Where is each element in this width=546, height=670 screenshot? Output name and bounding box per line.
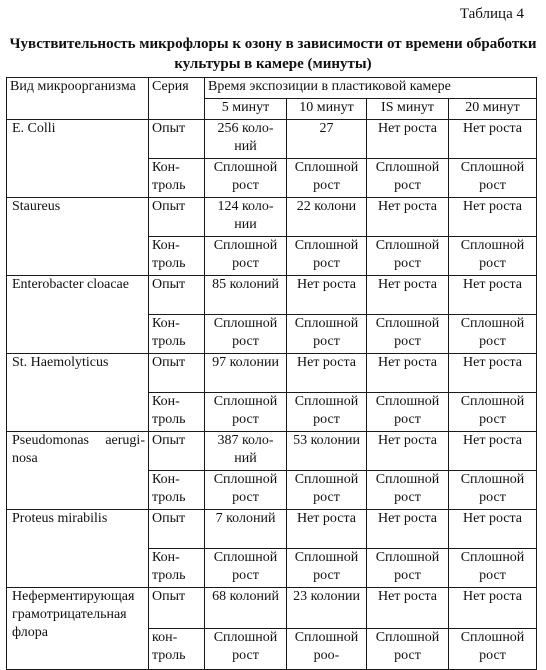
organism-name: E. Colli — [7, 120, 149, 198]
result-cell: 68 колоний — [205, 588, 287, 629]
result-cell: Сплошной рост — [205, 237, 287, 276]
header-time: 5 минут — [205, 99, 287, 120]
result-cell: Сплошной рост — [449, 393, 537, 432]
header-time: 10 минут — [287, 99, 367, 120]
table-caption: Чувствительность микрофлоры к озону в зависимости от времени обработки культуры в камере (минуты) — [9, 36, 537, 72]
result-cell: Нет роста — [287, 276, 367, 315]
result-cell: Сплошной рост — [367, 549, 449, 588]
series-label: Кон-троль — [149, 237, 205, 276]
result-cell: 7 колоний — [205, 510, 287, 549]
result-cell: Сплошной рост — [449, 471, 537, 510]
result-cell: Нет роста — [449, 510, 537, 549]
result-cell: Сплошной рост — [287, 237, 367, 276]
table-row — [7, 276, 537, 315]
organism-name: Enterobacter cloacae — [7, 276, 149, 354]
result-cell: 124 коло-нии — [205, 198, 287, 237]
result-cell: Нет роста — [449, 120, 537, 159]
series-label: Кон-троль — [149, 393, 205, 432]
series-label: Опыт — [149, 276, 205, 315]
result-cell: 27 — [287, 120, 367, 159]
result-cell: Сплошной рост — [287, 471, 367, 510]
result-cell: 22 колони — [287, 198, 367, 237]
result-cell: Сплошной рост — [287, 315, 367, 354]
result-cell: Сплошной рост — [367, 629, 449, 670]
series-label: Опыт — [149, 510, 205, 549]
organism-name: St. Haemolyticus — [7, 354, 149, 432]
result-cell: Сплошной рост — [205, 315, 287, 354]
result-cell: Нет роста — [367, 588, 449, 629]
result-cell: Сплошной рост — [287, 549, 367, 588]
table-row — [7, 510, 537, 549]
header-organism: Вид микроорганизма — [7, 78, 149, 120]
result-cell: Сплошной рост — [449, 237, 537, 276]
result-cell: Нет роста — [449, 432, 537, 471]
table-row — [7, 120, 537, 159]
header-time: 20 минут — [449, 99, 537, 120]
result-cell: Нет роста — [367, 120, 449, 159]
result-cell: Нет роста — [367, 198, 449, 237]
result-cell: Нет роста — [449, 354, 537, 393]
result-cell: Сплошной рост — [449, 159, 537, 198]
result-cell: Сплошной рост — [287, 159, 367, 198]
result-cell: Сплошной рост — [367, 159, 449, 198]
series-label: Опыт — [149, 588, 205, 629]
result-cell: Нет роста — [449, 276, 537, 315]
result-cell: Нет роста — [367, 354, 449, 393]
organism-name: Staureus — [7, 198, 149, 276]
table-row — [7, 432, 537, 471]
result-cell: Сплошной рост — [367, 315, 449, 354]
result-cell: Сплошной рост — [367, 237, 449, 276]
result-cell: Сплошной рост — [205, 629, 287, 670]
result-cell: 387 коло-ний — [205, 432, 287, 471]
table-row — [7, 198, 537, 237]
result-cell: Сплошной рост — [449, 549, 537, 588]
table-row — [7, 354, 537, 393]
result-cell: Сплошной рост — [367, 471, 449, 510]
result-cell: Сплошной рост — [205, 159, 287, 198]
organism-name: Proteus mirabilis — [7, 510, 149, 588]
result-cell: Сплошной рост — [449, 629, 537, 670]
series-label: Кон-троль — [149, 549, 205, 588]
result-cell: Нет роста — [367, 276, 449, 315]
result-cell: Сплошной роо- — [287, 629, 367, 670]
organism-name: Неферментирующая грамотрицательная флора — [7, 588, 149, 670]
header-row — [7, 78, 537, 99]
result-cell: Сплошной рост — [205, 393, 287, 432]
result-cell: Нет роста — [287, 510, 367, 549]
header-time: IS минут — [367, 99, 449, 120]
series-label: Опыт — [149, 120, 205, 159]
series-label: Опыт — [149, 198, 205, 237]
result-cell: 23 колонии — [287, 588, 367, 629]
result-cell: Сплошной рост — [449, 315, 537, 354]
series-label: Кон-троль — [149, 159, 205, 198]
organism-name: Pseudomonas aerugi-nosa — [7, 432, 149, 510]
result-cell: Нет роста — [287, 354, 367, 393]
series-label: Опыт — [149, 354, 205, 393]
result-cell: 85 колоний — [205, 276, 287, 315]
series-label: Кон-троль — [149, 471, 205, 510]
result-cell: Нет роста — [367, 432, 449, 471]
result-cell: Нет роста — [367, 510, 449, 549]
result-cell: Сплошной рост — [205, 471, 287, 510]
result-cell: Сплошной рост — [367, 393, 449, 432]
result-cell: Сплошной рост — [287, 393, 367, 432]
result-cell: Нет роста — [449, 198, 537, 237]
table-row — [7, 588, 537, 629]
result-cell: Нет роста — [449, 588, 537, 629]
result-cell: 97 колонии — [205, 354, 287, 393]
series-label: Кон-троль — [149, 315, 205, 354]
header-exposure: Время экспозиции в пластиковой камере — [205, 78, 537, 99]
result-cell: 53 колонии — [287, 432, 367, 471]
series-label: Опыт — [149, 432, 205, 471]
result-cell: Сплошной рост — [205, 549, 287, 588]
ozone-sensitivity-table — [6, 77, 537, 670]
table-number: Таблица 4 — [459, 6, 524, 22]
header-series: Серия — [149, 78, 205, 120]
result-cell: 256 коло-ний — [205, 120, 287, 159]
series-label: кон-троль — [149, 629, 205, 670]
